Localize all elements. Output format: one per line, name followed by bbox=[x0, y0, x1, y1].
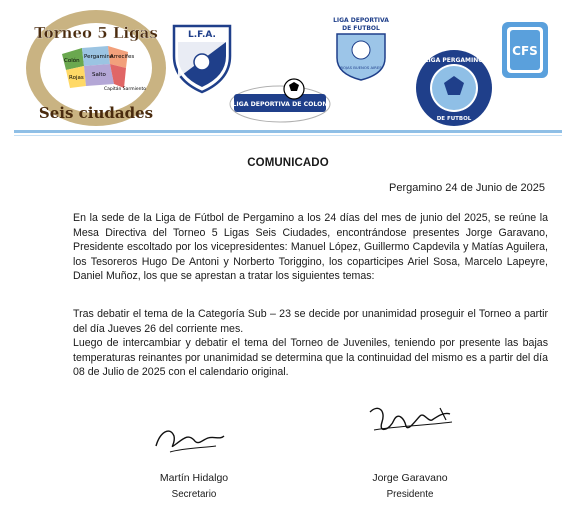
header-divider-thin bbox=[14, 135, 562, 136]
signatory-name-1: Martín Hidalgo bbox=[159, 472, 229, 484]
map-label: Arrecifes bbox=[110, 54, 135, 60]
map-label: Salto bbox=[92, 72, 106, 78]
pergamino-top-text: LIGA PERGAMINO bbox=[424, 57, 484, 64]
paragraph-juveniles: Luego de intercambiar y debatir el tema del Torneo de Juveniles, teniendo por presente las bajas temperaturas reinantes por unanimidad se determina que la continuidad del mismo es a partir del día 08 de Julio de 2025 con el calendario original. bbox=[73, 337, 548, 378]
lfa-shield-logo bbox=[170, 22, 234, 94]
pergamino-bottom-text: DE FUTBOL bbox=[436, 116, 472, 122]
signature-hidalgo bbox=[150, 418, 230, 458]
signature-garavano bbox=[360, 400, 460, 446]
torneo-top-text: Torneo 5 Ligas bbox=[34, 24, 158, 42]
document-date: Pergamino 24 de Junio de 2025 bbox=[389, 182, 545, 194]
map-label: Rojas bbox=[69, 75, 84, 81]
map-label: Capitán Sarmiento bbox=[104, 87, 146, 92]
rojas-line1: LIGA DEPORTIVA bbox=[333, 17, 389, 24]
cfs-text: CFS bbox=[512, 44, 538, 58]
paragraph-sub23: Tras debatir el tema de la Categoría Sub – 23 se decide por unanimidad proseguir el Torneo a partir del día Jueves 26 del corriente mes. bbox=[73, 308, 548, 335]
logo-bar bbox=[0, 0, 576, 128]
rojas-bottom: ROJAS BUENOS AIRES bbox=[340, 65, 382, 70]
liga-colon-logo bbox=[228, 76, 334, 126]
map-label: Colón bbox=[64, 58, 80, 64]
signatory-role-2: Presidente bbox=[386, 489, 434, 500]
cfs-logo bbox=[500, 20, 550, 80]
signatory-name-2: Jorge Garavano bbox=[372, 472, 448, 484]
header-divider bbox=[14, 130, 562, 133]
lfa-text: L.F.A. bbox=[188, 30, 216, 40]
map-label: Pergamino bbox=[84, 54, 114, 60]
liga-pergamino-logo bbox=[414, 48, 494, 128]
torneo-bottom-text: Seis ciudades bbox=[38, 104, 154, 122]
liga-rojas-logo bbox=[327, 12, 395, 82]
torneo-5-ligas-logo bbox=[24, 8, 168, 128]
paragraph-intro: En la sede de la Liga de Fútbol de Pergamino a los 24 días del mes de junio del 2025, se reúne la Mesa Directiva del Torneo 5 Ligas Seis Ciudades, encontrándose presentes Jorge Garavano, Presidente escoltado por los vicepresidentes: Manuel López, Guillermo Capdevila y Matías Aguilera, los Tesoreros Hugo De Antoni y Norberto Toriggino, los coparticipes Ariel Sosa, Marcelo Lapeyre, Daniel Muñoz, los que se aprestan a tratar los siguientes temas: bbox=[73, 212, 548, 282]
rojas-line2: DE FUTBOL bbox=[342, 25, 380, 32]
document-title: COMUNICADO bbox=[247, 157, 329, 169]
signatory-role-1: Secretario bbox=[171, 489, 217, 500]
region-map bbox=[62, 46, 128, 88]
colon-text: LIGA DEPORTIVA DE COLON bbox=[232, 101, 328, 108]
